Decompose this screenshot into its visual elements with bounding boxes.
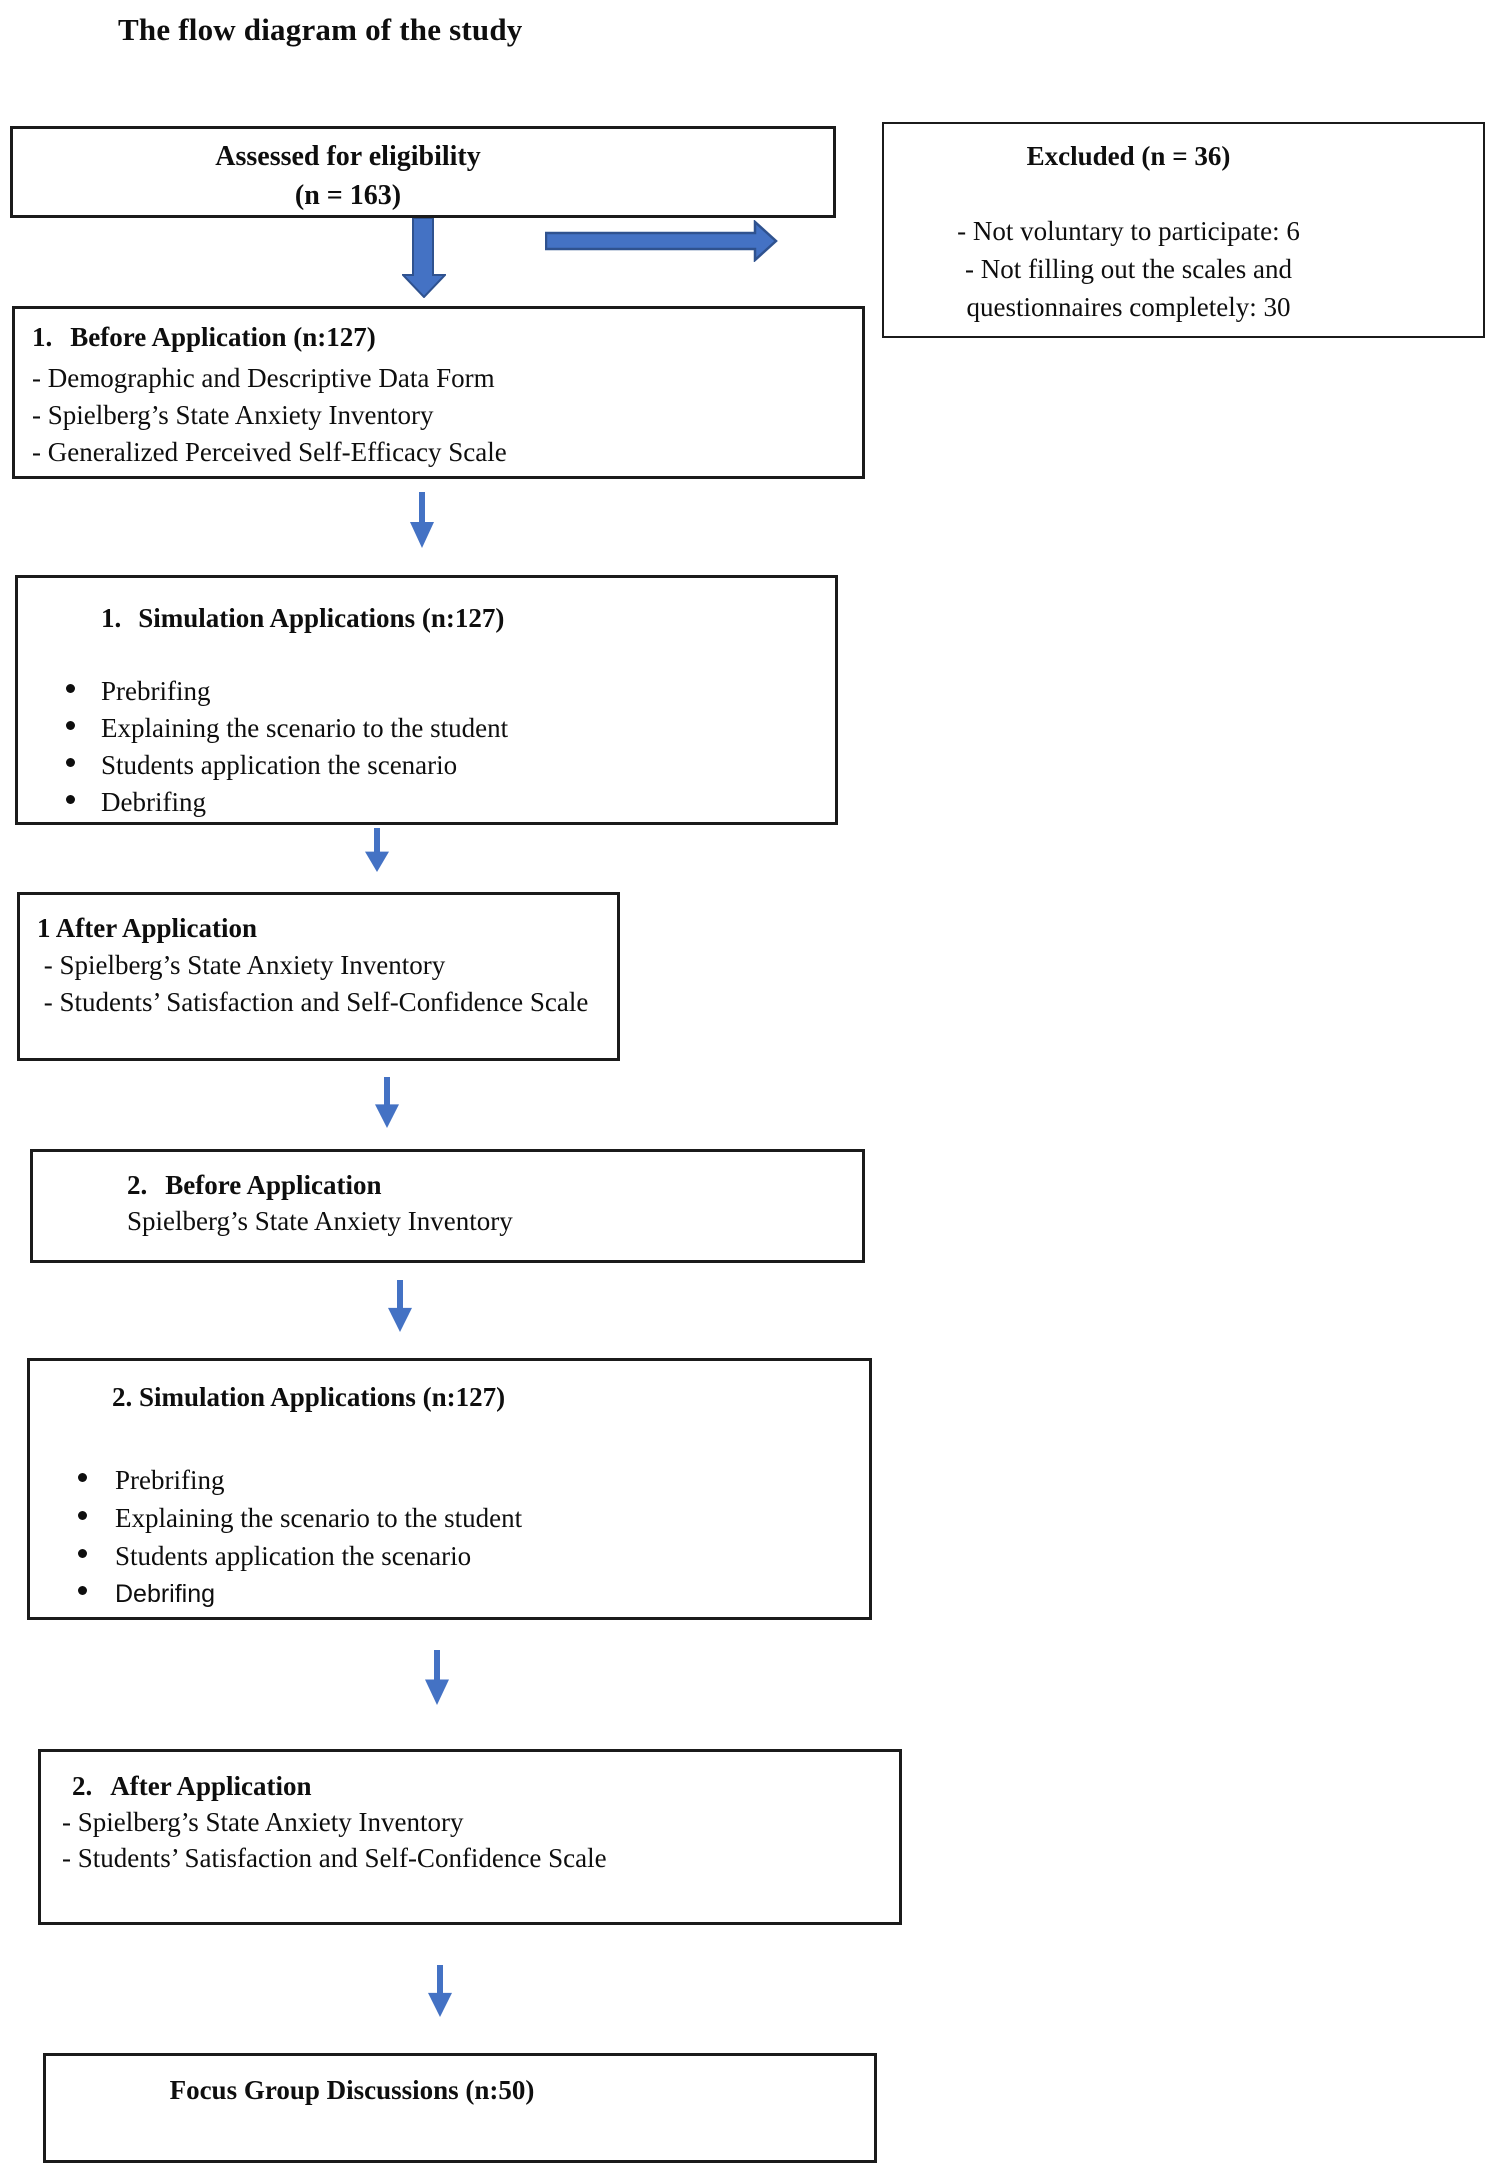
- after1-line: - Spielberg’s State Anxiety Inventory: [37, 950, 446, 980]
- box-simulation-applications-2: [27, 1358, 872, 1620]
- arrow-down-icon: [373, 1077, 401, 1128]
- arrow-down-icon: [426, 1965, 454, 2017]
- arrow-down-icon: [386, 1280, 414, 1332]
- focus-title: Focus Group Discussions (n:50): [169, 2075, 535, 2105]
- box-assessed-eligibility: [10, 126, 836, 218]
- diagram-title: The flow diagram of the study: [118, 12, 523, 47]
- assessed-line1: Assessed for eligibility: [215, 141, 481, 172]
- before1-line: - Spielberg’s State Anxiety Inventory: [32, 400, 434, 430]
- bullet-icon: [78, 1511, 87, 1520]
- excluded-title: Excluded (n = 36): [1026, 141, 1231, 171]
- excluded-line: questionnaires completely: 30: [966, 292, 1291, 322]
- bullet-icon: [66, 758, 75, 767]
- box-before-application-1: [12, 306, 865, 479]
- bullet-icon: [66, 721, 75, 730]
- list-item: Students application the scenario: [30, 1537, 859, 1575]
- bullet-icon: [66, 684, 75, 693]
- box-after-application-2: [38, 1749, 902, 1925]
- after2-line: - Students’ Satisfaction and Self-Confidence Scale: [62, 1843, 607, 1873]
- sim2-title: 2. Simulation Applications (n:127): [112, 1382, 506, 1412]
- arrow-right-thick-icon: [545, 220, 778, 262]
- before1-title: 1. Before Application (n:127): [32, 322, 376, 352]
- box-focus-group-discussions: [43, 2053, 877, 2163]
- after2-line: - Spielberg’s State Anxiety Inventory: [62, 1807, 464, 1837]
- assessed-line2: (n = 163): [294, 180, 402, 211]
- before2-line: Spielberg’s State Anxiety Inventory: [127, 1206, 513, 1236]
- after1-line: - Students’ Satisfaction and Self-Confidence Scale: [37, 987, 589, 1017]
- after2-title: 2. After Application: [72, 1771, 312, 1801]
- excluded-line: - Not voluntary to participate: 6: [957, 216, 1300, 246]
- sim1-title: 1. Simulation Applications (n:127): [101, 603, 505, 633]
- list-item: Explaining the scenario to the student: [30, 1499, 859, 1537]
- bullet-icon: [78, 1549, 87, 1558]
- before1-line: - Generalized Perceived Self-Efficacy Scale: [32, 437, 507, 467]
- list-item: Prebrifing: [18, 673, 825, 710]
- arrow-down-icon: [423, 1650, 451, 1705]
- before2-title: 2. Before Application: [127, 1170, 382, 1200]
- box-before-application-2: [30, 1149, 865, 1263]
- bullet-icon: [78, 1473, 87, 1482]
- arrow-down-icon: [408, 492, 436, 548]
- list-item: Debrifing: [18, 784, 825, 821]
- bullet-icon: [78, 1586, 87, 1595]
- bullet-icon: [66, 795, 75, 804]
- list-item: Explaining the scenario to the student: [18, 710, 825, 747]
- box-after-application-1: [17, 892, 620, 1061]
- excluded-line: - Not filling out the scales and: [965, 254, 1292, 284]
- list-item: Students application the scenario: [18, 747, 825, 784]
- arrow-down-icon: [363, 828, 391, 872]
- list-item: Prebrifing: [30, 1461, 859, 1499]
- before1-line: - Demographic and Descriptive Data Form: [32, 363, 495, 393]
- list-item: Debrifing: [30, 1575, 859, 1613]
- after1-title: 1 After Application: [37, 913, 258, 943]
- box-excluded: [882, 122, 1485, 338]
- arrow-down-thick-icon: [402, 218, 446, 298]
- box-simulation-applications-1: [15, 575, 838, 825]
